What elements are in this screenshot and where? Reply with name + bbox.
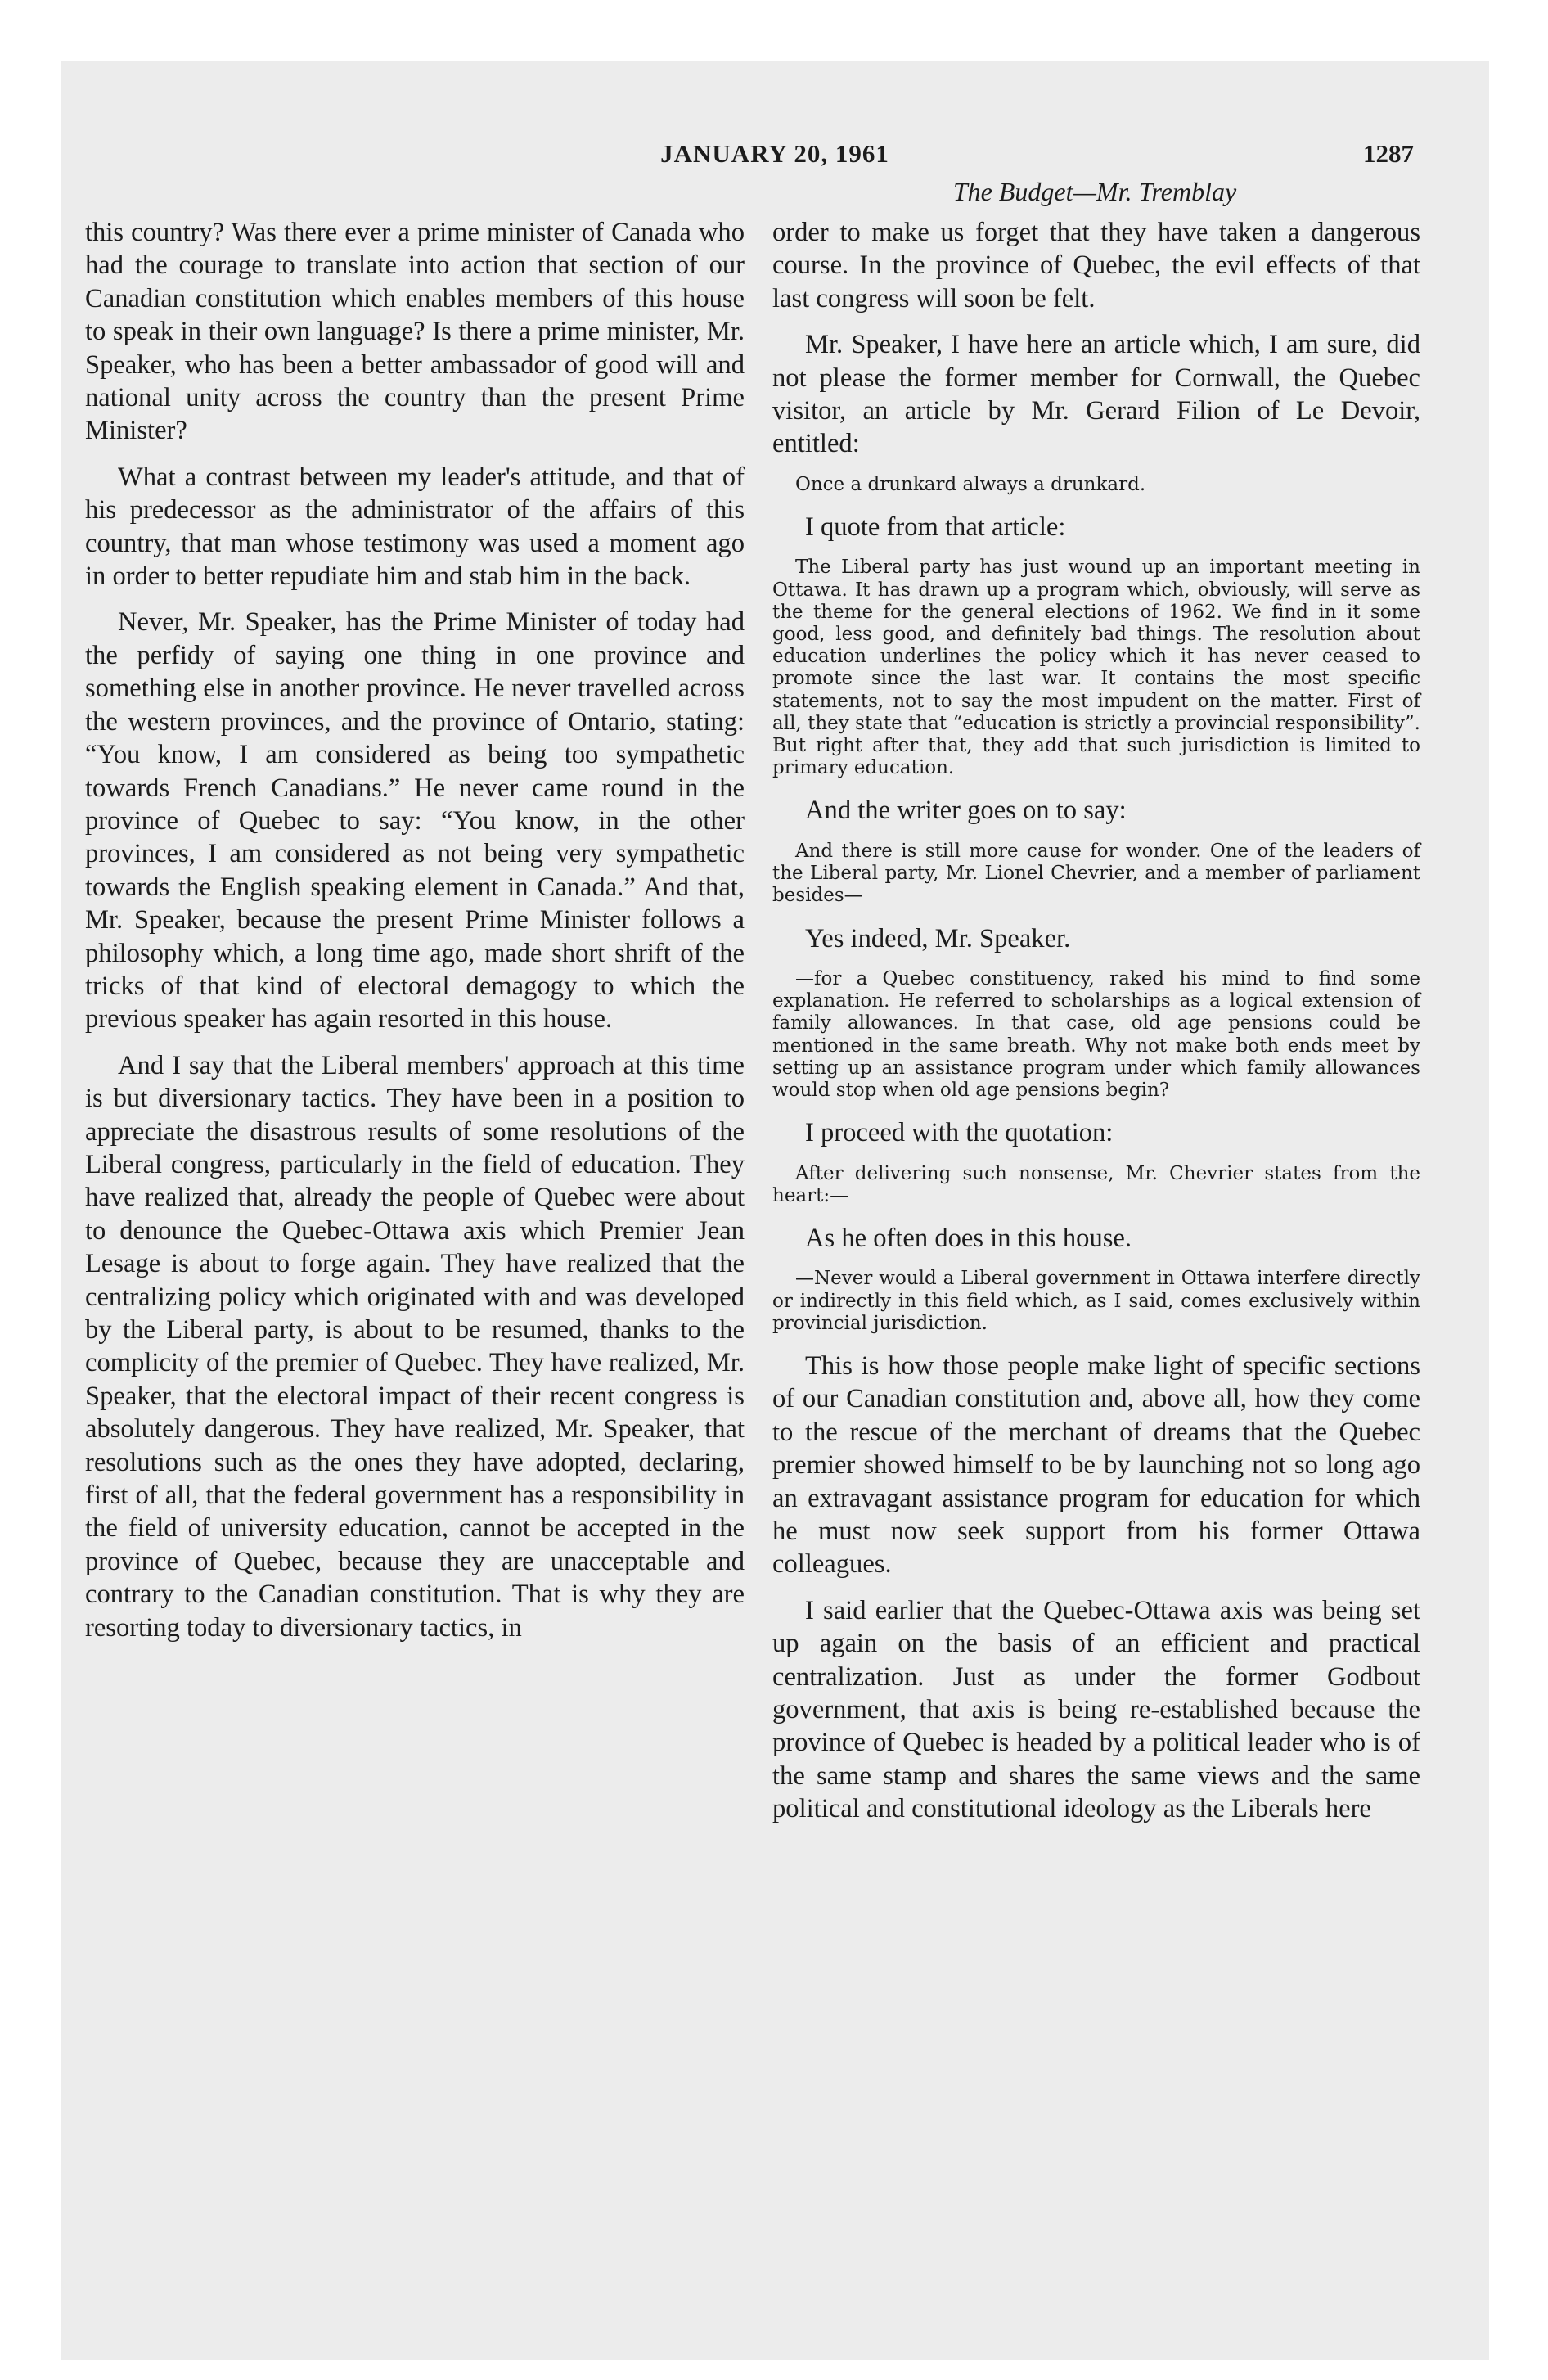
paragraph: And I say that the Liberal members' approach at this time is but diversionary tactics. They have been in a position to appreciate the disastrous results of some resolutions of the Liberal congress, particularly in the field of education. They have realized that, already the people of Quebec were about to denounce the Quebec-Ottawa axis which Premier Jean Lesage is about to forge again. They have realized that the centralizing policy which originated with and was developed by the Liberal party, is about to be resumed, thanks to the complicity of the premier of Quebec. They have realized, Mr. Speaker, that the electoral impact of their recent congress is absolutely dangerous. They have realized, Mr. Speaker, that resolutions such as the ones they have adopted, declaring, first of all, that the federal government has a responsibility in the field of university education, cannot be accepted in the province of Quebec, because they are unacceptable and contrary to the Canadian constitution. That is why they are resorting today to diversionary tactics, in: [85, 1050, 745, 1643]
paragraph: this country? Was there ever a prime minister of Canada who had the courage to translate into action that section of our Canadian constitution which enables members of this house to speak in their own language? Is there a prime minister, Mr. Speaker, who has been a better ambassador of good will and national unity across the country than the present Prime Minister?: [85, 218, 745, 446]
paragraph: This is how those people make light of specific sections of our Canadian constitution and, above all, how they come to the rescue of the merchant of dreams that the Quebec premier showed himself to be by launching not so long ago an extravagant assistance program for education for which he must now seek support from his former Ottawa colleagues.: [772, 1350, 1420, 1580]
paragraph: And the writer goes on to say:: [805, 796, 1127, 826]
block-quote: And there is still more cause for wonder. One of the leaders of the Liberal party, Mr. Lionel Chevrier, and a member of parliament besides—: [772, 840, 1420, 907]
block-quote: —Never would a Liberal government in Ottawa interfere directly or indirectly in this field which, as I said, comes exclusively within provincial jurisdiction.: [772, 1268, 1420, 1334]
block-quote: After delivering such nonsense, Mr. Chevrier states from the heart:—: [772, 1162, 1420, 1206]
block-quote: The Liberal party has just wound up an important meeting in Ottawa. It has drawn up a program which, obviously, will serve as the theme for the general elections of 1962. We find in it some good, less good, and definitely bad things. The resolution about education underlines the policy which it has never ceased to promote since the last war. It contains the most specific statements, not to say the most impudent on the matter. First of all, they state that “education is strictly a provincial responsibility”. But right after that, they add that such jurisdiction is limited to primary education.: [772, 557, 1420, 779]
block-quote: Once a drunkard always a drunkard.: [795, 473, 1146, 495]
running-head: The Budget—Mr. Tremblay: [952, 177, 1237, 206]
block-quote: —for a Quebec constituency, raked his mind to find some explanation. He referred to scholarships as a logical extension of family allowances. In that case, old age pensions could be mentioned in the same breath. Why not make both ends meet by setting up an assistance program under which family allowances would stop when old age pensions begin?: [772, 967, 1420, 1101]
paragraph: order to make us forget that they have taken a dangerous course. In the province of Quebec, the evil effects of that last congress will soon be felt.: [772, 218, 1420, 313]
paragraph: I said earlier that the Quebec-Ottawa axis was being set up again on the basis of an efficient and practical centralization. Just as under the former Godbout government, that axis is being re-established because the province of Quebec is headed by a political leader who is of the same stamp and shares the same views and the same political and constitutional ideology as the Liberals here: [772, 1595, 1420, 1824]
page-number: 1287: [1363, 139, 1414, 168]
paragraph: Yes indeed, Mr. Speaker.: [805, 923, 1071, 953]
paragraph: Never, Mr. Speaker, has the Prime Minister of today had the perfidy of saying one thing in one province and something else in another province. He never travelled across the western provinces, and the province of Ontario, stating: “You know, I am considered as being too sympathetic towards French Canadians.” He never came round in the province of Quebec to say: “You know, in the other provinces, I am considered as not being very sympathetic towards the English speaking element in Canada.” And that, Mr. Speaker, because the present Prime Minister follows a philosophy which, a long time ago, made short shrift of the tricks of that kind of electoral demagogy to which the previous speaker has again resorted in this house.: [85, 607, 745, 1034]
page-header: [61, 139, 1489, 172]
paragraph: I quote from that article:: [805, 512, 1066, 543]
right-column: [772, 216, 1420, 1839]
left-column: [85, 216, 745, 1657]
paragraph: Mr. Speaker, I have here an article which, I am sure, did not please the former member for Cornwall, the Quebec visitor, an article by Mr. Gerard Filion of Le Devoir, entitled:: [772, 330, 1420, 459]
paragraph: What a contrast between my leader's attitude, and that of his predecessor as the administrator of the affairs of this country, that man whose testimony was used a moment ago in order to better repudiate him and stab him in the back.: [85, 462, 745, 592]
page-date: JANUARY 20, 1961: [660, 139, 889, 168]
paragraph: As he often does in this house.: [805, 1223, 1132, 1253]
paragraph: I proceed with the quotation:: [805, 1118, 1114, 1148]
